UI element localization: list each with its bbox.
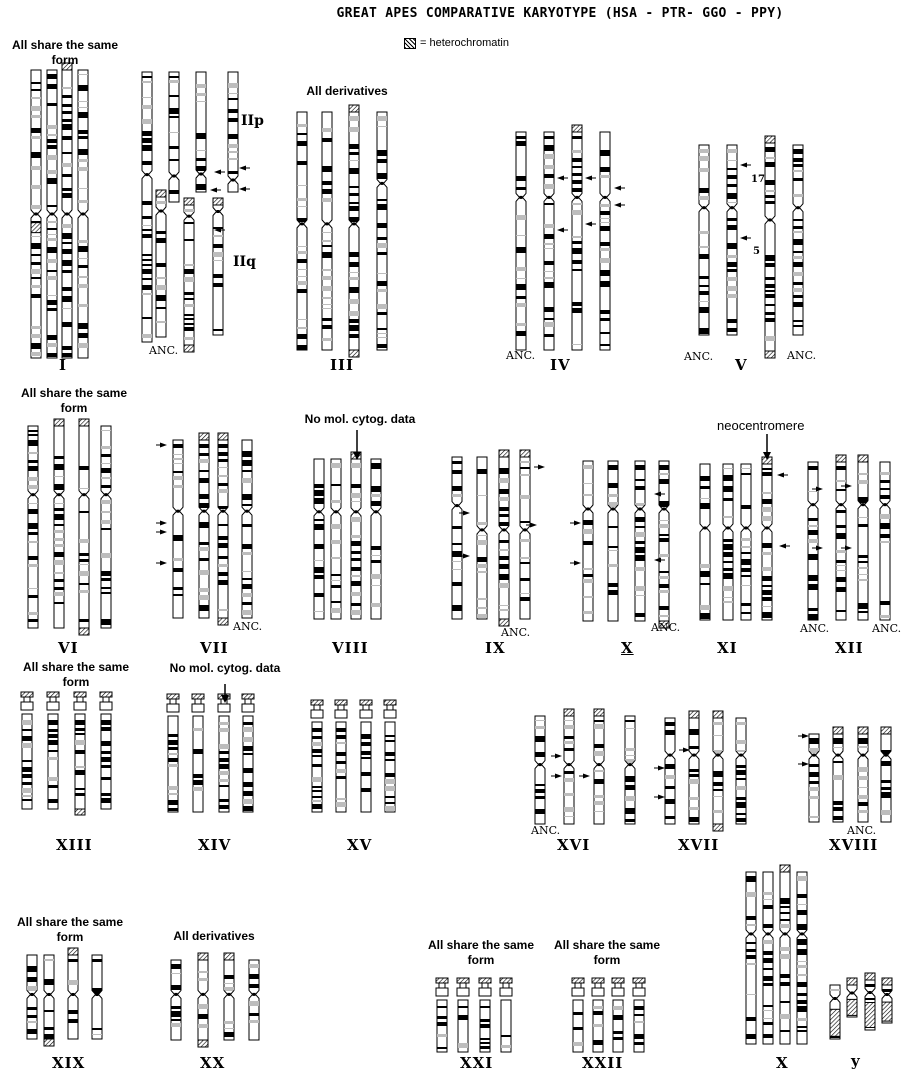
chromosome-14-1	[192, 694, 204, 812]
marker-arrow-icon	[614, 203, 621, 208]
marker-arrow-icon	[802, 762, 809, 767]
chromosome-x-2	[780, 865, 791, 1044]
chromosome-12-3	[880, 462, 891, 620]
marker-arrow-icon	[816, 546, 823, 551]
marker-arrow-icon	[557, 176, 564, 181]
chromosome-1-0	[31, 70, 42, 358]
label-chr-13: XIII	[56, 836, 93, 854]
label-chr-16: XVI	[557, 836, 591, 854]
chromosome-8-2	[351, 452, 362, 619]
chromosome-7-3	[242, 440, 253, 618]
marker-arrow-icon	[585, 222, 592, 227]
chromosome-1-2	[62, 63, 73, 358]
label-chr-14: XIV	[198, 836, 232, 854]
chromosome-1-3	[78, 70, 89, 358]
chromosome-6-1	[54, 419, 65, 628]
anc-label-chr-12b: ANC.	[872, 622, 902, 635]
anc-label-chr-9: ANC.	[501, 626, 531, 639]
chromosome-16-0	[535, 716, 546, 824]
chromosome-7-1	[199, 433, 210, 618]
chromosome-4-3	[600, 132, 611, 350]
chromosome-18-1	[833, 727, 844, 822]
chromosome-21-1	[457, 978, 469, 1052]
chromosome-22-3	[633, 978, 645, 1052]
note-chr-13: All share the same form	[22, 660, 130, 689]
label-chr-18: XVIII	[829, 836, 879, 854]
chromosome-4-2	[572, 125, 583, 350]
label-chr-1: I	[59, 356, 68, 374]
chromosome-20-2	[224, 953, 235, 1040]
label-chr-3: III	[330, 356, 355, 374]
chromosome-17-3	[736, 718, 747, 824]
chromosome-y-0	[830, 985, 841, 1039]
chromosome-5-0	[699, 145, 710, 335]
chromosome-18-2	[858, 727, 869, 822]
chromosome-11-1	[723, 464, 734, 620]
marker-arrow-icon	[802, 734, 809, 739]
marker-arrow-icon	[614, 186, 621, 191]
marker-arrow-icon	[845, 546, 852, 551]
anc-label-chr-16: ANC.	[531, 824, 561, 837]
chromosome-22-1	[592, 978, 604, 1052]
chromosome-8-3	[371, 459, 382, 619]
anc-label-chr-5b: ANC.	[787, 349, 817, 362]
chromosome-14-3	[242, 694, 254, 812]
label-chr-x: X	[776, 1054, 789, 1072]
marker-arrow-icon	[239, 166, 246, 171]
chromosome-13-3	[100, 692, 112, 809]
chromosome-2q-2	[213, 198, 224, 335]
chromosome-13-1	[47, 692, 59, 809]
label-chr-21: XXI	[460, 1054, 494, 1072]
chromosome-5-3	[793, 145, 804, 335]
anc-label-chr-2: ANC.	[149, 344, 179, 357]
anc-label-chr-4: ANC.	[506, 349, 536, 362]
chromosome-7-0	[173, 440, 184, 618]
chromosome-x-1	[763, 872, 774, 1044]
chromosome-17-0	[665, 718, 676, 824]
chromosome-20-3	[249, 960, 260, 1040]
note-chr-21: All share the same form	[427, 938, 535, 967]
anc-label-chr-18: ANC.	[847, 824, 877, 837]
marker-arrow-icon	[654, 492, 661, 497]
chromosome-x-3	[797, 872, 808, 1044]
chromosome-2p-1	[169, 72, 180, 202]
marker-arrow-icon	[777, 473, 784, 478]
chromosome-12-1	[836, 455, 847, 620]
chromosome-15-3	[384, 700, 396, 812]
chromosome-11-3	[762, 457, 773, 620]
label-chr-6: VI	[58, 639, 79, 657]
chromosome-6-3	[101, 426, 112, 628]
chromosome-16-2	[594, 709, 605, 824]
marker-arrow-icon	[574, 561, 581, 566]
marker-arrow-icon	[574, 521, 581, 526]
chromosome-6-0	[28, 426, 39, 628]
chromosome-9-3	[520, 450, 531, 619]
chromosome-22-0	[572, 978, 584, 1052]
chromosome-3-0	[297, 112, 308, 350]
chromosome-1-1	[47, 70, 58, 358]
chromosome-22-2	[612, 978, 624, 1052]
label-chr-8: VIII	[332, 639, 369, 657]
label-chr-5-5: 5	[753, 246, 760, 257]
label-chr-5: V	[735, 356, 748, 374]
marker-arrow-icon	[555, 754, 562, 759]
marker-arrow-icon	[845, 484, 852, 489]
note-chr-3: All derivatives	[306, 84, 388, 98]
marker-arrow-icon	[160, 530, 167, 535]
chromosome-19-3	[92, 955, 103, 1039]
legend-label: = heterochromatin	[420, 37, 509, 49]
chromosome-19-2	[68, 948, 79, 1039]
label-chr-5-17: 17	[751, 174, 765, 185]
chromosome-21-0	[436, 978, 448, 1052]
chromosome-15-1	[335, 700, 347, 812]
chromosome-12-2	[858, 455, 869, 620]
marker-arrow-icon	[210, 188, 217, 193]
chromosome-2p-0	[142, 72, 153, 342]
chromosome-10-3	[659, 461, 670, 628]
note-chr-6: All share the same form	[20, 386, 128, 415]
marker-arrow-icon	[160, 521, 167, 526]
chromosome-2q-0	[156, 190, 167, 337]
chromosome-y-1	[847, 978, 858, 1017]
marker-arrow-icon	[585, 176, 592, 181]
note-chr-14: No mol. cytog. data	[169, 661, 281, 675]
anc-label-chr-10: ANC.	[651, 621, 681, 634]
chromosome-16-3	[625, 716, 636, 824]
chromosome-15-0	[311, 700, 323, 812]
marker-arrow-icon	[239, 187, 246, 192]
chromosome-2q-1	[184, 198, 195, 352]
marker-arrow-icon	[214, 170, 221, 175]
chromosome-19-0	[27, 955, 38, 1039]
chromosome-9-1	[477, 457, 488, 619]
chromosome-13-2	[74, 692, 86, 815]
label-chr-10: X	[621, 639, 634, 657]
chromosome-10-2	[635, 461, 646, 621]
chromosome-20-1	[198, 953, 209, 1047]
chromosome-21-2	[479, 978, 491, 1052]
chromosome-16-1	[564, 709, 575, 824]
label-arm-2p: IIp	[241, 113, 264, 129]
chromosome-20-0	[171, 960, 182, 1040]
anc-label-chr-7: ANC.	[233, 620, 263, 633]
label-chr-15: XV	[347, 836, 373, 854]
marker-arrow-icon	[658, 766, 665, 771]
note-chr-8: No mol. cytog. data	[304, 412, 416, 426]
anc-label-chr-5a: ANC.	[684, 350, 714, 363]
marker-arrow-icon	[779, 544, 786, 549]
label-chr-7: VII	[200, 639, 229, 657]
chromosome-5-1	[727, 145, 738, 335]
note-chr-20: All derivatives	[173, 929, 255, 943]
chromosome-14-0	[167, 694, 179, 812]
marker-arrow-icon	[740, 236, 747, 241]
chromosome-18-0	[809, 734, 820, 822]
chromosome-13-0	[21, 692, 33, 809]
chromosome-6-2	[79, 419, 90, 635]
chromosome-3-1	[322, 112, 333, 350]
chromosome-18-3	[881, 727, 892, 822]
label-chr-12: XII	[835, 639, 864, 657]
chromosome-17-1	[689, 711, 700, 824]
marker-arrow-icon	[463, 511, 470, 516]
note-chr-1: All share the same form	[11, 38, 119, 67]
chromosome-11-0	[700, 464, 711, 620]
marker-arrow-icon	[160, 443, 167, 448]
label-chr-y: y	[851, 1052, 861, 1070]
chromosome-9-2	[499, 450, 510, 626]
chromosome-2p-2	[196, 72, 207, 192]
chromosome-x-0	[746, 872, 757, 1044]
note-neocentromere: neocentromere	[717, 418, 805, 433]
chromosome-4-0	[516, 132, 527, 350]
chromosome-7-2	[218, 433, 229, 625]
chromosome-3-3	[377, 112, 388, 350]
note-chr-19: All share the same form	[16, 915, 124, 944]
anc-label-chr-12a: ANC.	[800, 622, 830, 635]
chromosome-15-2	[360, 700, 372, 812]
chromosome-y-2	[865, 973, 876, 1030]
chromosome-8-0	[314, 459, 325, 619]
chromosome-10-0	[583, 461, 594, 621]
marker-arrow-icon	[654, 558, 661, 563]
label-chr-19: XIX	[52, 1054, 86, 1072]
chromosome-5-2	[765, 136, 776, 358]
label-chr-9: IX	[485, 639, 506, 657]
label-chr-4: IV	[550, 356, 571, 374]
chromosome-4-1	[544, 132, 555, 350]
marker-arrow-icon	[555, 774, 562, 779]
chromosome-3-2	[349, 105, 360, 357]
marker-arrow-icon	[557, 228, 564, 233]
label-chr-20: XX	[200, 1054, 226, 1072]
chromosome-17-2	[713, 711, 724, 831]
chromosome-10-1	[608, 461, 619, 621]
chromosome-y-3	[882, 978, 893, 1023]
chromosome-8-1	[331, 459, 342, 619]
label-chr-22: XXII	[582, 1054, 624, 1072]
marker-arrow-icon	[538, 465, 545, 470]
chromosome-19-1	[44, 955, 55, 1046]
chromosome-12-0	[808, 462, 819, 620]
chromosome-11-2	[741, 464, 752, 620]
marker-arrow-icon	[658, 795, 665, 800]
marker-arrow-icon	[530, 523, 537, 528]
label-arm-2q: IIq	[233, 254, 256, 270]
marker-arrow-icon	[160, 561, 167, 566]
note-chr-22: All share the same form	[553, 938, 661, 967]
chromosome-14-2	[218, 694, 230, 812]
marker-arrow-icon	[740, 163, 747, 168]
chromosome-21-3	[500, 978, 512, 1052]
page-title: GREAT APES COMPARATIVE KARYOTYPE (HSA - PTR- GGO - PPY)	[336, 6, 784, 21]
marker-arrow-icon	[463, 554, 470, 559]
chromosome-9-0	[452, 457, 463, 619]
marker-arrow-icon	[583, 774, 590, 779]
label-chr-17: XVII	[678, 836, 720, 854]
label-chr-11: XI	[717, 639, 738, 657]
chromosome-2p-3	[228, 72, 239, 192]
marker-arrow-icon	[816, 487, 823, 492]
